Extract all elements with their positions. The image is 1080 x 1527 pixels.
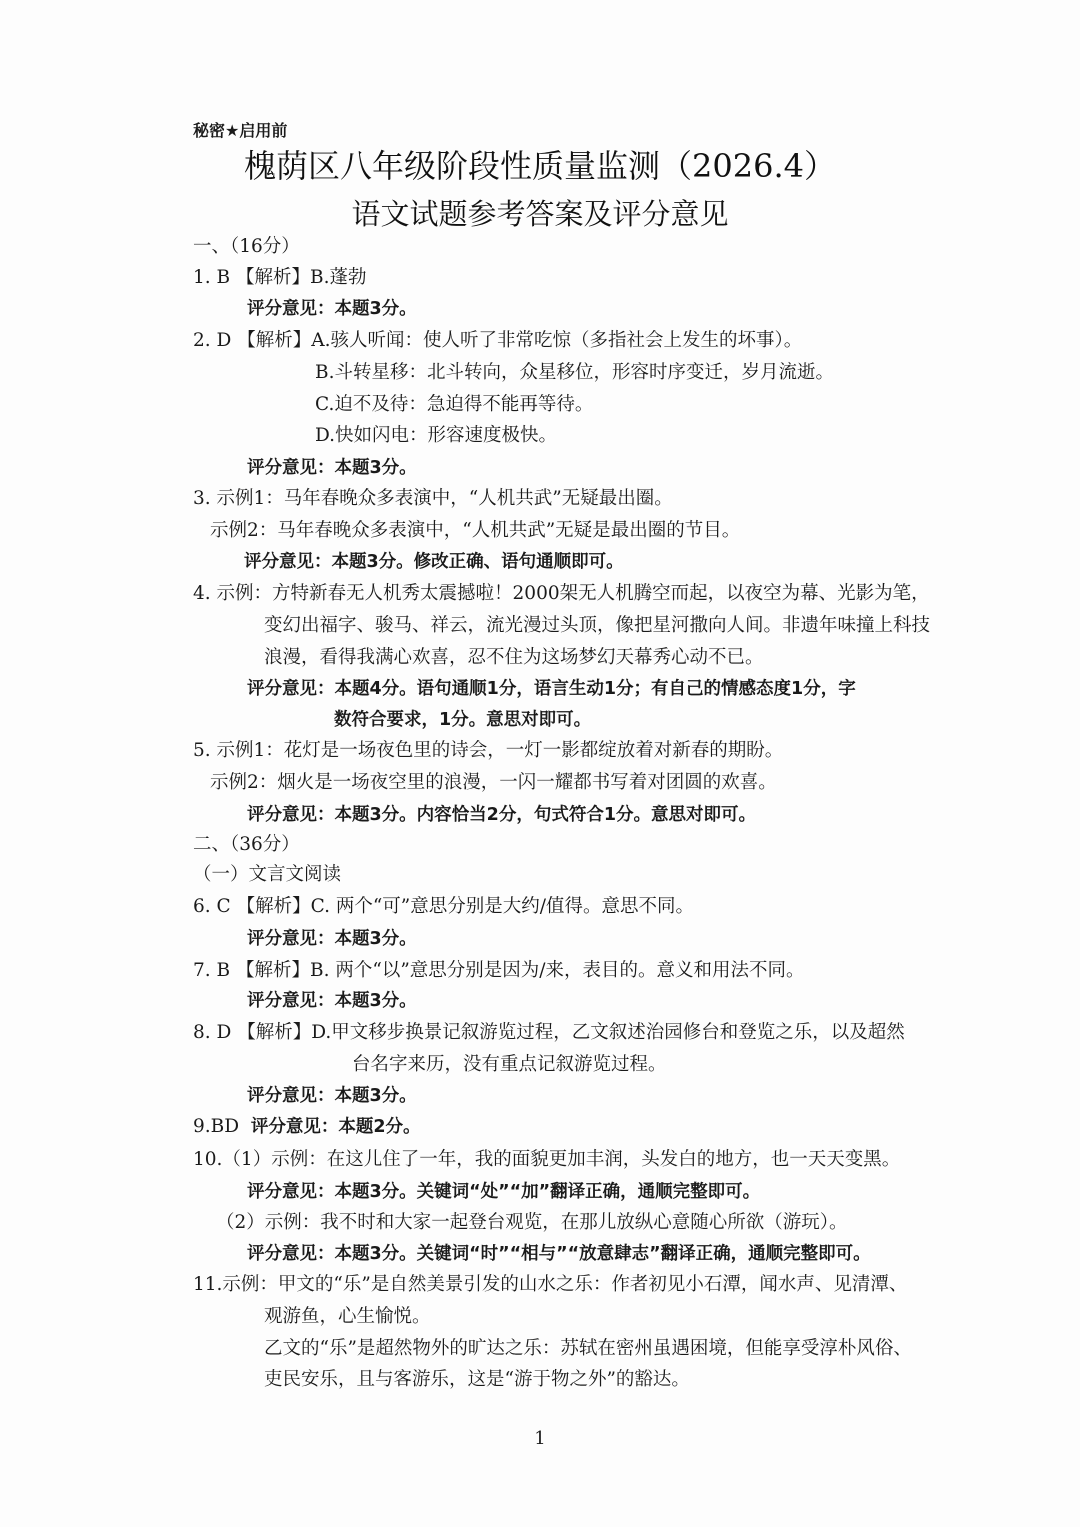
grading-note-7: 评分意见：本题3分。 (247, 991, 417, 1011)
grading-note-4-line-2: 数符合要求，1分。意思对即可。 (334, 710, 592, 730)
grading-note-2: 评分意见：本题3分。 (247, 458, 417, 478)
answer-3-example-1: 3. 示例1：马年春晚众多表演中，“人机共武”无疑最出圈。 (193, 488, 673, 509)
grading-note-6: 评分意见：本题3分。 (247, 929, 417, 949)
answer-9 (193, 1114, 421, 1140)
answer-9-label: 9.BD (193, 1116, 240, 1137)
answer-10-part-1: 10.（1）示例：在这儿住了一年，我的面貌更加丰润，头发白的地方，也一天天变黑。 (193, 1149, 901, 1170)
answer-6: 6. C 【解析】C. 两个“可”意思分别是大约/值得。意思不同。 (193, 896, 694, 917)
page-number: 1 (534, 1428, 546, 1449)
grading-note-8: 评分意见：本题3分。 (247, 1086, 417, 1106)
grading-note-1: 评分意见：本题3分。 (247, 299, 417, 319)
secret-label: 秘密★启用前 (193, 121, 288, 140)
grading-note-10-part-2: 评分意见：本题3分。关键词“时”“相与”“放意肆志”翻译正确，通顺完整即可。 (247, 1244, 871, 1264)
section-one-heading: 一、（16分） (193, 236, 300, 257)
answer-8-line-2: 台名字来历，没有重点记叙游览过程。 (352, 1054, 667, 1075)
answer-2-option-c: C.迫不及待：急迫得不能再等待。 (315, 394, 594, 415)
answer-5-example-2: 示例2：烟火是一场夜空里的浪漫，一闪一耀都书写着对团圆的欢喜。 (210, 772, 777, 793)
grading-note-4-line-1: 评分意见：本题4分。语句通顺1分，语言生动1分；有自己的情感态度1分，字 (247, 679, 856, 699)
answer-4-line-1: 4. 示例：方特新春无人机秀太震撼啦！2000架无人机腾空而起，以夜空为幕、光影为笔， (193, 583, 930, 604)
page-subtitle: 语文试题参考答案及评分意见 (351, 197, 729, 231)
answer-11-line-3: 乙文的“乐”是超然物外的旷达之乐：苏轼在密州虽遇困境，但能享受淳朴风俗、 (264, 1338, 912, 1359)
answer-4-line-2: 变幻出福字、骏马、祥云，流光漫过头顶，像把星河撒向人间。非遗年味撞上科技 (264, 615, 931, 636)
answer-2: 2. D 【解析】A.骇人听闻：使人听了非常吃惊（多指社会上发生的坏事）。 (193, 330, 803, 351)
section-two-heading: 二、（36分） (193, 834, 300, 855)
answer-7: 7. B 【解析】B. 两个“以”意思分别是因为/来，表目的。意义和用法不同。 (193, 960, 805, 981)
grading-note-5: 评分意见：本题3分。内容恰当2分，句式符合1分。意思对即可。 (247, 805, 757, 825)
answer-2-option-b: B.斗转星移：北斗转向，众星移位，形容时序变迁，岁月流逝。 (315, 362, 834, 383)
page-title: 槐荫区八年级阶段性质量监测（2026.4） (244, 147, 836, 185)
answer-4-line-3: 浪漫，看得我满心欢喜，忍不住为这场梦幻天幕秀心动不已。 (264, 647, 764, 668)
answer-3-example-2: 示例2：马年春晚众多表演中，“人机共武”无疑是最出圈的节目。 (210, 520, 741, 541)
answer-11-line-2: 观游鱼，心生愉悦。 (264, 1306, 431, 1327)
classical-reading-heading: （一）文言文阅读 (193, 864, 342, 885)
grading-note-10-part-1: 评分意见：本题3分。关键词“处”“加”翻译正确，通顺完整即可。 (247, 1182, 761, 1202)
grading-note-9: 评分意见：本题2分。 (250, 1117, 421, 1137)
answer-8-line-1: 8. D 【解析】D.甲文移步换景记叙游览过程，乙文叙述治园修台和登览之乐，以及超然 (193, 1022, 905, 1043)
answer-10-part-2: （2）示例：我不时和大家一起登台观览，在那儿放纵心意随心所欲（游玩）。 (216, 1212, 848, 1233)
answer-1: 1. B 【解析】B.蓬勃 (193, 267, 367, 288)
answer-2-option-d: D.快如闪电：形容速度极快。 (315, 425, 558, 446)
answer-11-line-4: 吏民安乐，且与客游乐，这是“游于物之外”的豁达。 (264, 1369, 690, 1390)
grading-note-3: 评分意见：本题3分。修改正确、语句通顺即可。 (244, 552, 624, 572)
answer-5-example-1: 5. 示例1：花灯是一场夜色里的诗会，一灯一影都绽放着对新春的期盼。 (193, 740, 784, 761)
answer-11-line-1: 11.示例：甲文的“乐”是自然美景引发的山水之乐：作者初见小石潭，闻水声、见清潭、 (193, 1274, 908, 1295)
